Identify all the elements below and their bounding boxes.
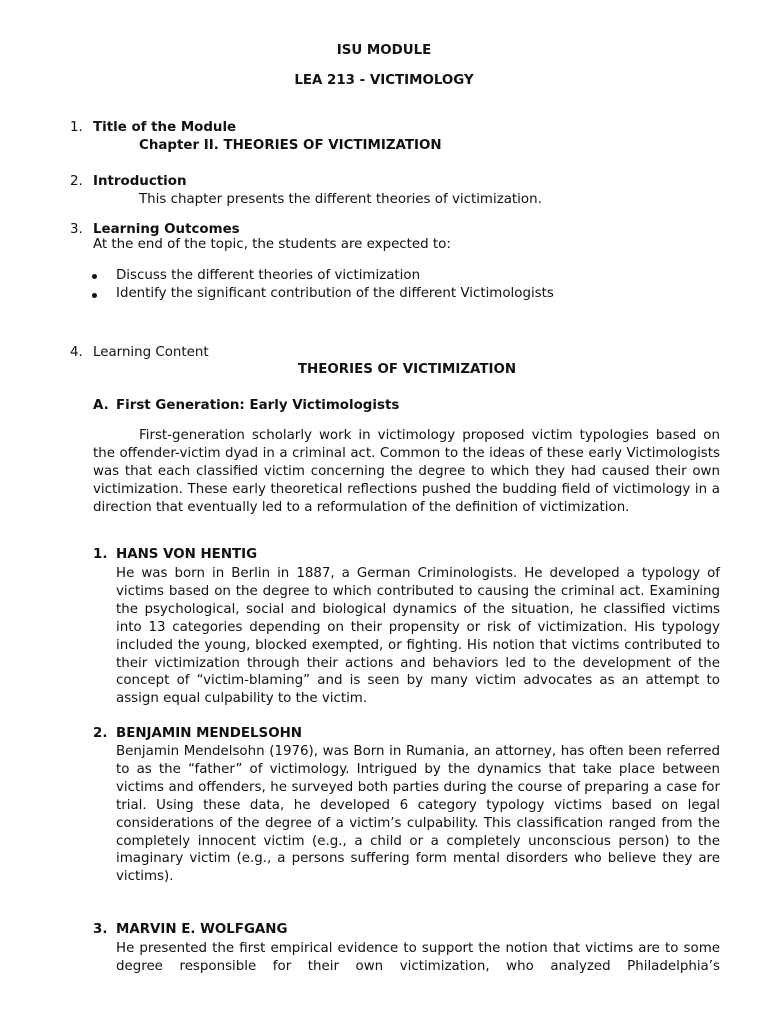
victimologist-name: MARVIN E. WOLFGANG — [116, 922, 288, 937]
module-header: ISU MODULE — [336, 43, 432, 58]
subsection-title: First Generation: Early Victimologists — [116, 398, 400, 413]
section-outcomes-number: 3. — [70, 222, 83, 237]
victimologist-number: 1. — [93, 547, 108, 562]
subsection-paragraph: First-generation scholarly work in victimology proposed victim typologies based on the offender-victim dyad in a criminal act. Common to the ideas of these early Victimologists was that each classified victim concerning the degree to which they had caused their own victimization. These early theoretical reflections pushed the budding field of victimology in a direction that eventually led to a reformulation of the definition of victimization. — [93, 428, 720, 515]
victimologist-name: HANS VON HENTIG — [116, 547, 258, 562]
content-heading: THEORIES OF VICTIMIZATION — [297, 362, 517, 377]
course-title: LEA 213 - VICTIMOLOGY — [294, 73, 474, 88]
section-content-number: 4. — [70, 345, 83, 360]
subsection-letter: A. — [93, 398, 109, 413]
module-title-value: Chapter II. THEORIES OF VICTIMIZATION — [139, 138, 442, 153]
section-intro-number: 2. — [70, 174, 83, 189]
victimologist-number: 2. — [93, 726, 108, 741]
section-title-label: Title of the Module — [93, 120, 237, 135]
outcome-bullet-1: Discuss the different theories of victimization — [116, 268, 421, 283]
victimologist-number: 3. — [93, 922, 108, 937]
victimologist-name: BENJAMIN MENDELSOHN — [116, 726, 302, 741]
section-intro-label: Introduction — [93, 174, 187, 189]
victimologist-text: He presented the first empirical evidence to support the notion that victims are to some degree responsible for their own victimization, who analyzed Philadelphia’s — [116, 941, 720, 974]
bullet-icon — [92, 274, 97, 279]
victimologist-text: He was born in Berlin in 1887, a German Criminologists. He developed a typology of victims based on the degree to which contributed to causing the criminal act. Examining the psychological, social and biological dynamics of the situation, he classified victims into 13 categories depending on their propensity or risk of victimization. His typology included the young, blocked exempted, or fighting. His notion that victims contributed to their victimization through their actions and behaviors led to the development of the concept of “victim-blaming” and is seen by many victim advocates as an attempt to assign equal culpability to the victim. — [116, 566, 720, 707]
section-outcomes-label: Learning Outcomes — [93, 222, 240, 237]
bullet-icon — [92, 293, 97, 298]
section-content-label: Learning Content — [93, 345, 209, 360]
outcome-bullet-2: Identify the significant contribution of the different Victimologists — [116, 286, 554, 301]
outcomes-intro: At the end of the topic, the students are expected to: — [93, 237, 451, 252]
victimologist-text: Benjamin Mendelsohn (1976), was Born in Rumania, an attorney, has often been referred to as the “father” of victimology. Intrigued by the dynamics that take place between victims and offenders, he surveyed both parties during the course of preparing a case for trial. Using these data, he developed 6 category typology victims based on legal considerations of the degree of a victim’s culpability. This classification ranged from the completely innocent victim (e.g., a child or a completely unconscious person) to the imaginary victim (e.g., a persons suffering form mental disorders who believe they are victims). — [116, 744, 720, 885]
section-title-number: 1. — [70, 120, 83, 135]
intro-text: This chapter presents the different theories of victimization. — [139, 192, 542, 207]
